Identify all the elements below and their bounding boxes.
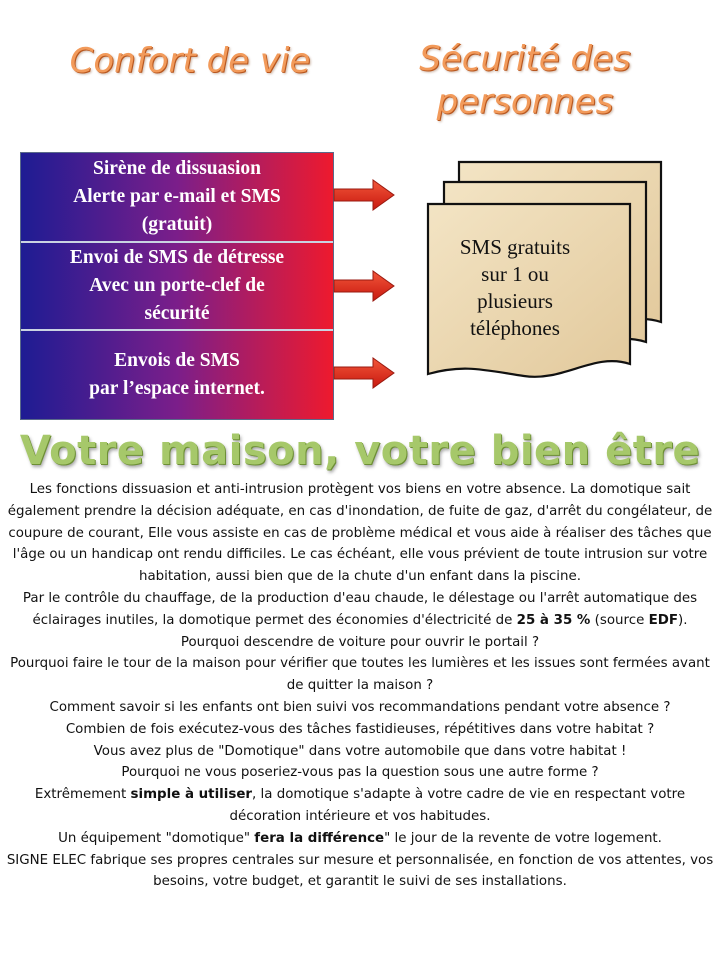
feature-line: Avec un porte-clef de — [89, 275, 265, 296]
feature-line: par l’espace internet. — [89, 378, 265, 399]
arrow-right-icon — [333, 269, 395, 303]
feature-line: Sirène de dissuasion — [93, 158, 261, 179]
statement-automobile: Vous avez plus de "Domotique" dans votre automobile que dans votre habitat ! — [93, 743, 627, 759]
question-enfants: Comment savoir si les enfants ont bien suivi vos recommandations pendant votre absence ? — [49, 699, 671, 715]
paragraph-simple: Extrêmement simple à utiliser, la domotique s'adapte à votre cadre de vie en respectant votre décoration intérieure et vos habitudes. — [34, 787, 686, 824]
question-tour-maison: Pourquoi faire le tour de la maison pour vérifier que toutes les lumières et les issues sont fermées avant de quitter la maison ? — [10, 656, 710, 694]
question-autre-forme: Pourquoi ne vous poseriez-vous pas la question sous une autre forme ? — [121, 765, 599, 781]
tagline: Votre maison, votre bien être — [19, 428, 701, 474]
feature-line: (gratuit) — [141, 214, 213, 235]
body-text — [6, 479, 714, 893]
heading-securite-line1: Sécurité des — [419, 39, 631, 79]
question-taches: Combien de fois exécutez-vous des tâches fastidieuses, répétitives dans votre habitat ? — [65, 721, 655, 737]
feature-line: Alerte par e-mail et SMS — [73, 186, 281, 207]
feature-line: Envoi de SMS de détresse — [69, 247, 285, 268]
feature-box-internet — [21, 331, 333, 419]
heading-confort: Confort de vie — [69, 41, 311, 81]
feature-stack — [20, 152, 334, 420]
heading-securite — [395, 38, 655, 123]
arrow-right-icon — [333, 178, 395, 212]
feature-line: Envois de SMS — [114, 350, 240, 371]
question-portail: Pourquoi descendre de voiture pour ouvrir le portail ? — [180, 634, 540, 650]
sms-card-line: téléphones — [470, 316, 560, 340]
sms-card-text — [430, 234, 600, 342]
feature-box-detresse — [21, 243, 333, 331]
feature-box-sirene — [21, 153, 333, 243]
heading-securite-line2: personnes — [436, 81, 614, 122]
paragraph-economies: Par le contrôle du chauffage, de la production d'eau chaude, le délestage ou l'arrêt automatique des éclairages inutiles, la domotique permet des économies d'électricité de 25 à 35 % (source EDF). — [22, 590, 698, 628]
paragraph-revente: Un équipement "domotique" fera la différence" le jour de la revente de votre logement. — [58, 830, 662, 846]
arrow-right-icon — [333, 356, 395, 390]
paragraph-signe-elec: SIGNE ELEC fabrique ses propres centrales sur mesure et personnalisée, en fonction de vos attentes, vos besoins, votre budget, et garantit le suivi de ses installations. — [6, 852, 714, 890]
feature-line: sécurité — [144, 303, 210, 324]
sms-card-line: sur 1 ou — [481, 262, 549, 286]
paragraph-intro: Les fonctions dissuasion et anti-intrusion protègent vos biens en votre absence. La domotique sait également prendre la décision adéquate, en cas d'inondation, de fuite de gaz, d'arrêt du congélateur, de coupure de courant, Elle vous assiste en cas de problème médical et vous aide à réaliser des tâches que l'âge ou un handicap ont rendu difficiles. Le cas échéant, elle vous prévient de toute intrusion sur votre habitation, aussi bien que de la chute d'un enfant dans la piscine. — [7, 482, 713, 585]
sms-card-line: plusieurs — [477, 289, 553, 313]
sms-card-line: SMS gratuits — [459, 235, 571, 259]
